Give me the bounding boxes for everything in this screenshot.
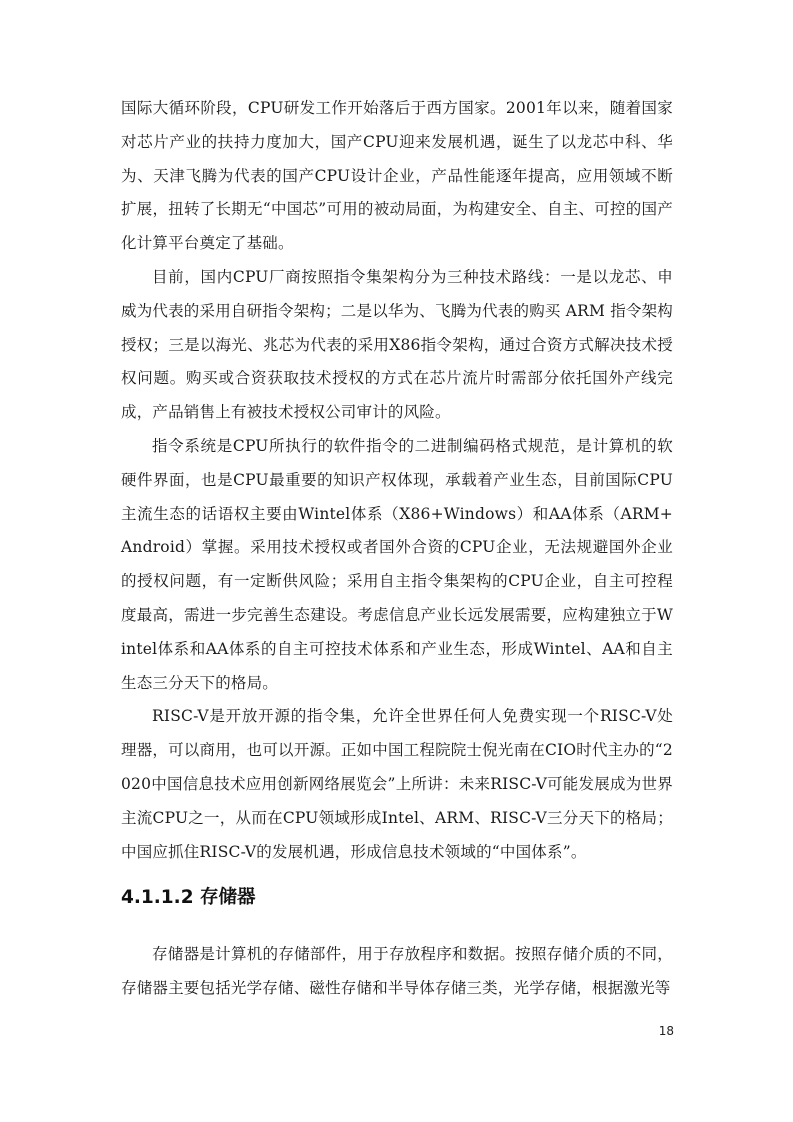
paragraph-risc-v: RISC-V是开放开源的指令集，允许全世界任何人免费实现一个RISC-V处理器，可以商用，也可以开源。正如中国工程院院士倪光南在CIO时代主办的“2020中国信息技术应用创新网络展览会”上所讲：未来RISC-V可能发展成为世界主流CPU之一，从而在CPU领域形成Intel、ARM、RISC-V三分天下的格局；中国应抓住RISC-V的发展机遇，形成信息技术领域的“中国体系”。 <box>121 707 673 861</box>
page-number: 18 <box>658 1024 674 1038</box>
section-body-block <box>121 938 673 1006</box>
paragraph-cpu-tech-routes: 目前，国内CPU厂商按照指令集架构分为三种技术路线：一是以龙芯、申威为代表的采用自研指令架构；二是以华为、飞腾为代表的购买 ARM 指令架构授权；三是以海光、兆芯为代表的采用X86指令架构，通过合资方式解决技术授权问题。购买或合资获取技术授权的方式在芯片流片时需部分依托国外产线完成，产品销售上有被技术授权公司审计的风险。 <box>121 267 673 422</box>
paragraph-cpu-history: 国际大循环阶段，CPU研发工作开始落后于西方国家。2001年以来，随着国家对芯片产业的扶持力度加大，国产CPU迎来发展机遇，诞生了以龙芯中科、华为、天津飞腾为代表的国产CPU设计企业，产品性能逐年提高，应用领域不断扩展，扭转了长期无“中国芯”可用的被动局面，为构建安全、自主、可控的国产化计算平台奠定了基础。 <box>121 99 673 253</box>
section-heading-storage: 4.1.1.2 存储器 <box>121 887 256 908</box>
body-text-block <box>121 92 673 869</box>
paragraph-instruction-set: 指令系统是CPU所执行的软件指令的二进制编码格式规范，是计算机的软硬件界面，也是CPU最重要的知识产权体现，承载着产业生态，目前国际CPU主流生态的话语权主要由Wintel体系（X86+Windows）和AA体系（ARM+Android）掌握。采用技术授权或者国外合资的CPU企业，无法规避国外企业的授权问题，有一定断供风险；采用自主指令集架构的CPU企业，自主可控程度最高，需进一步完善生态建设。考虑信息产业长远发展需要，应构建独立于Wintel体系和AA体系的自主可控技术体系和产业生态，形成Wintel、AA和自主生态三分天下的格局。 <box>121 436 673 692</box>
paragraph-storage-intro: 存储器是计算机的存储部件，用于存放程序和数据。按照存储介质的不同，存储器主要包括光学存储、磁性存储和半导体存储三类，光学存储，根据激光等 <box>121 945 673 997</box>
